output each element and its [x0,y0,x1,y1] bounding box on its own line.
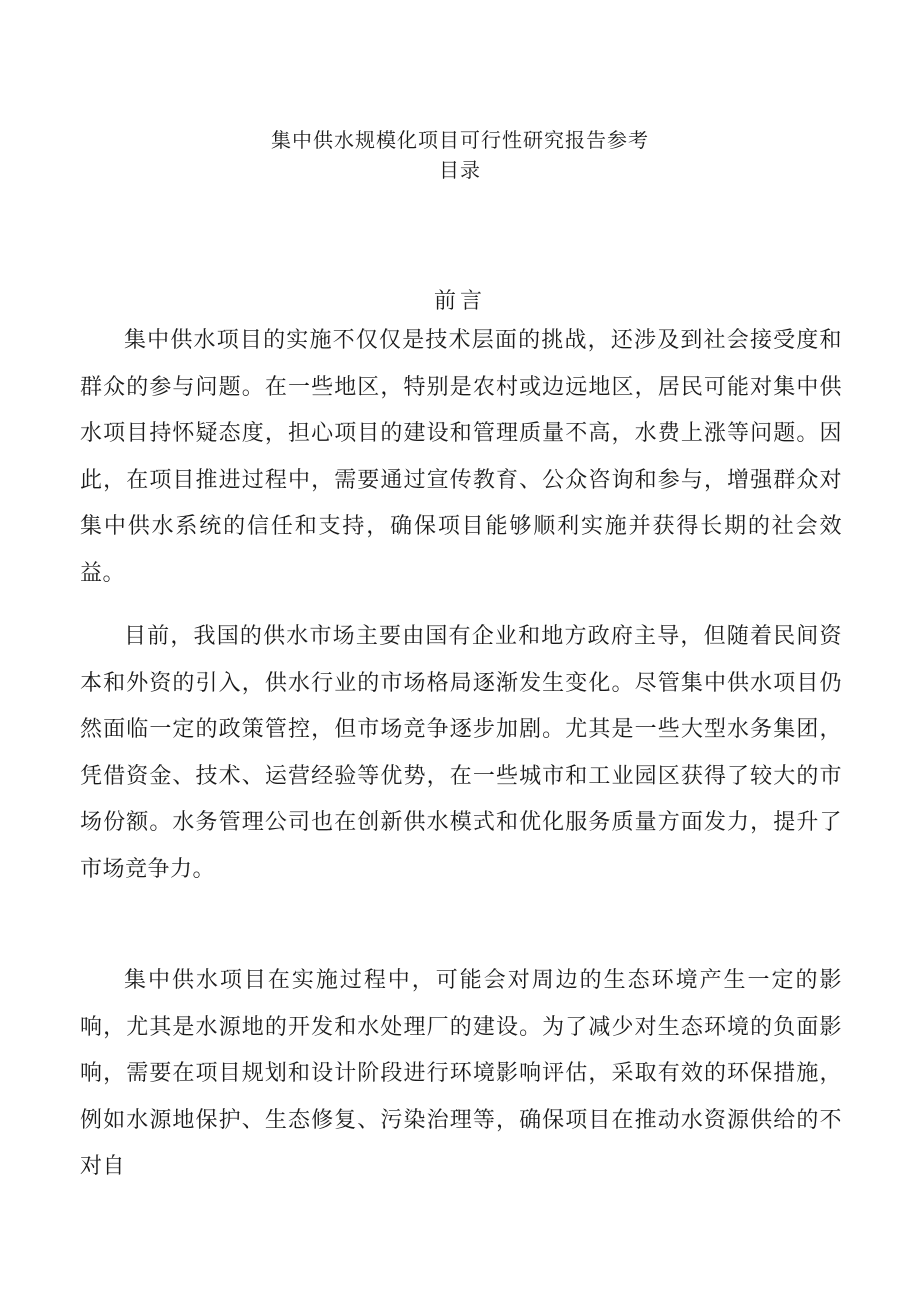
paragraph-3: 集中供水项目在实施过程中，可能会对周边的生态环境产生一定的影响，尤其是水源地的开发和水处理厂的建设。为了减少对生态环境的负面影响，需要在项目规划和设计阶段进行环境影响评估，采取有效的环保措施，例如水源地保护、生态修复、污染治理等，确保项目在推动水资源供给的不对自 [80,968,842,1179]
toc-label: 目录 [439,158,481,182]
section-heading-preface: 前言 [433,289,486,314]
paragraph-2: 目前，我国的供水市场主要由国有企业和地方政府主导，但随着民间资本和外资的引入，供水行业的市场格局逐渐发生变化。尽管集中供水项目仍然面临一定的政策管控，但市场竞争逐步加剧。尤其是一些大型水务集团，凭借资金、技术、运营经验等优势，在一些城市和工业园区获得了较大的市场份额。水务管理公司也在创新供水模式和优化服务质量方面发力，提升了市场竞争力。 [80,624,842,882]
paragraph-1: 集中供水项目的实施不仅仅是技术层面的挑战，还涉及到社会接受度和群众的参与问题。在一些地区，特别是农村或边远地区，居民可能对集中供水项目持怀疑态度，担心项目的建设和管理质量不高，水费上涨等问题。因此，在项目推进过程中，需要通过宣传教育、公众咨询和参与，增强群众对集中供水系统的信任和支持，确保项目能够顺利实施并获得长期的社会效益。 [80,328,842,586]
document-title: 集中供水规模化项目可行性研究报告参考 [271,128,649,152]
